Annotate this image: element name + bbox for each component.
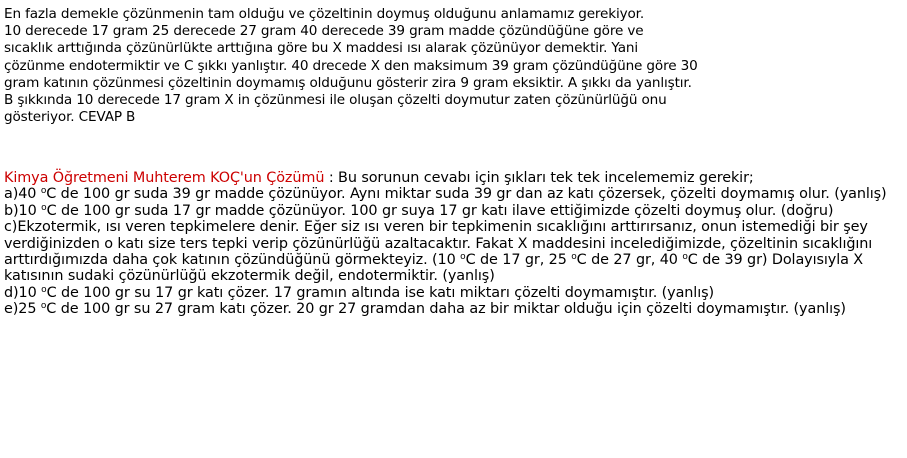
explanation-line: gram katının çözünmesi çözeltinin doymamış olduğunu gösterir zira 9 gram eksiktir. A şıkkı da yanlıştır. — [4, 74, 692, 91]
answer-explanation — [4, 6, 902, 126]
explanation-line: çözünme endotermiktir ve C şıkkı yanlıştır. 40 drecede X den maksimum 39 gram çözündüğüne göre 30 — [4, 57, 698, 74]
degree-sign: o — [682, 252, 688, 263]
explanation-line: gösteriyor. CEVAP B — [4, 109, 136, 126]
option-b: b)10 $^o$C de 100 gr suda 17 gr madde çözünüyor. 100 gr suya 17 gr katı ilave ettiğimizde çözelti doymuş olur. (doğru) — [4, 202, 834, 219]
option-e: e)25 $^o$C de 100 gr su 27 gram katı çözer. 20 gr 27 gramdan daha az bir miktar olduğu için çözelti doymamıştır. (yanlış) — [4, 301, 846, 318]
explanation-line: B şıkkında 10 derecede 17 gram X in çözünmesi ile oluşan çözelti doymutur zaten çözünürlüğü onu — [4, 92, 667, 109]
degree-sign: o — [571, 252, 577, 263]
degree-sign: o — [460, 252, 466, 263]
explanation-line: sıcaklık arttığında çözünürlükte arttığına göre bu X maddesi ısı alarak çözünüyor demektir. Yani — [4, 40, 638, 57]
degree-sign: o — [40, 301, 47, 312]
explanation-line: En fazla demekle çözünmenin tam olduğu ve çözeltinin doymuş olduğunu anlamamız gerekiyor. — [4, 6, 645, 22]
explanation-line: 10 derecede 17 gram 25 derecede 27 gram 40 derecede 39 gram madde çözündüğüne göre ve — [4, 23, 644, 40]
degree-sign: o — [41, 284, 47, 295]
option-c: c)Ekzotermik, ısı veren tepkimelere denir. Eğer siz ısı veren bir tepkimenin sıcaklığını arttırırsanız, onun istemediği bir şey verdiğinizden o katı size ters tepki verip çözünürlüğü azaltacaktır. Fakat X maddesini incelediğimizde, çözeltinin sıcaklığını arttırdığımızda daha çok katının çözündüğünü görmekteyiz. (10 $^o$C de 17 gr, 25 $^o$C de 27 gr, 40 $^o$C de 39 gr) Dolayısıyla X katısının sudaki çözünürlüğü ekzotermik değil, endotermiktir. (yanlış) — [4, 219, 873, 285]
solution-heading — [4, 170, 904, 186]
degree-sign: o — [40, 186, 47, 197]
option-a: a)40 $^o$C de 100 gr suda 39 gr madde çözünüyor. Aynı miktar suda 39 gr dan az katı çözersek, çözelti doymamış olur. (yanlış) — [4, 186, 887, 203]
teacher-solution — [4, 170, 904, 318]
degree-sign: o — [41, 202, 47, 213]
teacher-name-heading: Kimya Öğretmeni Muhterem KOÇ'un Çözümü — [4, 170, 325, 186]
heading-text: : Bu sorunun cevabı için şıkları tek tek incelememiz gerekir; — [324, 170, 754, 186]
option-d: d)10 $^o$C de 100 gr su 17 gr katı çözer. 17 gramın altında ise katı miktarı çözelti doymamıştır. (yanlış) — [4, 284, 715, 301]
